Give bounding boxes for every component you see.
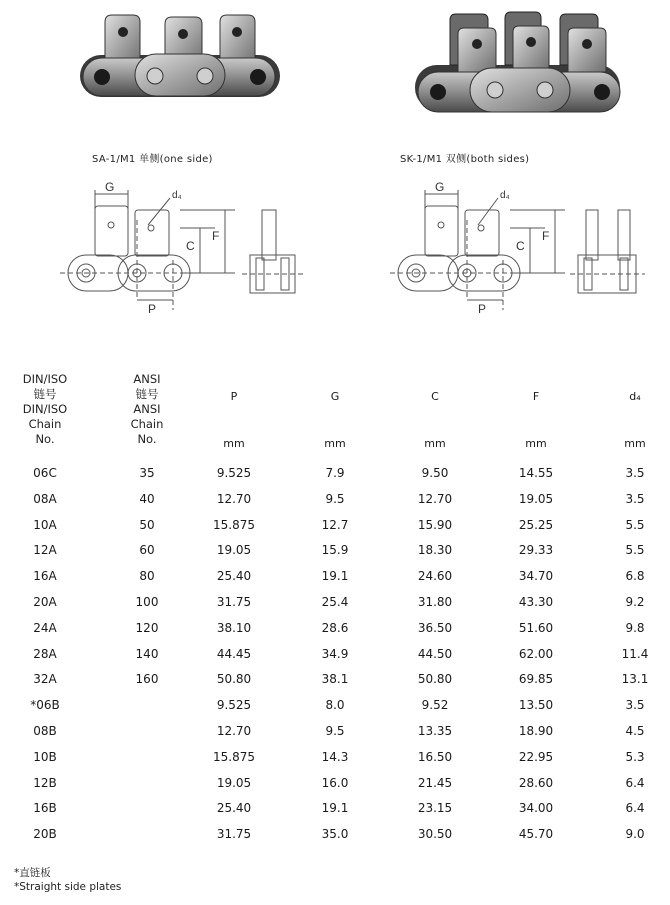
cell-P: 31.75 [216, 595, 252, 609]
cell-din-iso-chain-no: *06B [30, 698, 60, 713]
cell-G: 8.0 [325, 698, 345, 713]
column-header-P: P [230, 390, 238, 403]
cell-din-iso-chain-no: 12B [33, 775, 57, 790]
cell-C: 18.30 [417, 543, 453, 558]
cell-C: 9.50 [421, 466, 449, 480]
header-din-iso [10, 372, 80, 447]
cell-C: 13.35 [417, 724, 453, 738]
cell-G: 25.4 [321, 595, 349, 609]
cell-din-iso-chain-no: 28A [33, 646, 57, 661]
cell-din-iso-chain-no: 16B [33, 801, 57, 816]
cell-G: 14.3 [321, 749, 349, 764]
label-P-both: P [478, 302, 487, 316]
cell-F: 43.30 [518, 595, 554, 609]
cell-d4: 5.5 [625, 543, 645, 558]
cell-C: 16.50 [417, 749, 453, 764]
cell-F: 19.05 [518, 491, 554, 506]
cell-F: 22.95 [518, 749, 554, 764]
cell-din-iso-chain-no: 06C [33, 466, 57, 480]
cell-ansi-chain-no: 100 [135, 595, 159, 609]
cell-din-iso-chain-no: 20A [33, 595, 57, 609]
cell-G: 7.9 [325, 466, 345, 480]
cell-ansi-chain-no: 140 [135, 646, 159, 661]
cell-P: 44.45 [216, 646, 252, 661]
cell-F: 28.60 [518, 775, 554, 790]
cell-C: 12.70 [417, 491, 453, 506]
label-G-both: G [435, 180, 445, 194]
cell-F: 51.60 [518, 620, 554, 635]
footnote-en: *Straight side plates [14, 881, 122, 893]
cell-G: 9.5 [325, 491, 345, 506]
cell-din-iso-chain-no: 20B [33, 827, 57, 842]
cell-G: 35.0 [321, 827, 349, 842]
cell-din-iso-chain-no: 10A [33, 517, 57, 532]
cell-C: 36.50 [417, 620, 453, 635]
cell-ansi-chain-no: 80 [139, 569, 155, 584]
footnote-cn: *直链板 [14, 867, 51, 879]
header-line: DIN/ISO [22, 372, 68, 386]
cell-G: 34.9 [321, 646, 349, 661]
cell-ansi-chain-no: 120 [135, 620, 159, 635]
cell-F: 29.33 [518, 543, 554, 558]
cell-ansi-chain-no: 35 [139, 466, 155, 480]
label-C-both: C [516, 239, 525, 253]
cell-G: 38.1 [321, 672, 349, 687]
cell-F: 25.25 [518, 517, 554, 532]
cell-F: 45.70 [518, 827, 554, 842]
cell-F: 14.55 [518, 466, 554, 480]
cell-C: 31.80 [417, 595, 453, 609]
cell-F: 62.00 [518, 646, 554, 661]
cell-ansi-chain-no: 60 [139, 543, 155, 558]
cell-P: 12.70 [216, 491, 252, 506]
cell-din-iso-chain-no: 12A [33, 543, 57, 558]
unit-d4: mm [624, 437, 646, 450]
cell-d4: 6.8 [625, 569, 645, 584]
cell-P: 9.525 [216, 466, 252, 480]
label-P: P [148, 302, 157, 316]
cell-P: 15.875 [213, 749, 255, 764]
cell-F: 18.90 [518, 724, 554, 738]
chain-photo-both-sides [410, 10, 625, 124]
unit-G: mm [324, 437, 346, 450]
cell-G: 28.6 [321, 620, 349, 635]
label-d4-both: d₄ [500, 190, 510, 201]
cell-P: 31.75 [216, 827, 252, 842]
cell-C: 44.50 [417, 646, 453, 661]
cell-P: 25.40 [216, 569, 252, 584]
cell-d4: 6.4 [625, 801, 645, 816]
header-ansi [112, 372, 182, 447]
cell-C: 9.52 [421, 698, 449, 713]
cell-din-iso-chain-no: 10B [33, 749, 57, 764]
cell-ansi-chain-no: 40 [139, 491, 155, 506]
header-line: Chain [28, 417, 62, 431]
cell-C: 21.45 [417, 775, 453, 790]
cell-P: 12.70 [216, 724, 252, 738]
cell-d4: 13.1 [621, 672, 649, 687]
column-header-F: F [532, 390, 540, 403]
cell-F: 13.50 [518, 698, 554, 713]
label-C: C [186, 239, 195, 253]
cell-G: 15.9 [321, 543, 349, 558]
diagram-both-sides [390, 180, 650, 325]
column-header-C: C [431, 390, 439, 403]
cell-P: 19.05 [216, 775, 252, 790]
chain-photo-one-side [75, 10, 285, 114]
header-line: ANSI [133, 402, 161, 416]
header-line: 链号 [33, 387, 57, 401]
header-line: 链号 [135, 387, 159, 401]
caption-one-side: SA-1/M1 单侧(one side) [92, 154, 213, 165]
cell-d4: 4.5 [625, 724, 645, 738]
column-header-d4: d₄ [629, 390, 641, 403]
cell-C: 50.80 [417, 672, 453, 687]
cell-P: 19.05 [216, 543, 252, 558]
caption-both-sides: SK-1/M1 双侧(both sides) [400, 154, 530, 165]
header-line: Chain [130, 417, 164, 431]
cell-C: 30.50 [417, 827, 453, 842]
cell-din-iso-chain-no: 08B [33, 724, 57, 738]
cell-ansi-chain-no: 160 [135, 672, 159, 687]
column-header-G: G [330, 390, 340, 403]
unit-P: mm [223, 437, 245, 450]
cell-d4: 6.4 [625, 775, 645, 790]
label-F-both: F [542, 229, 550, 243]
label-d4: d₄ [172, 190, 182, 201]
cell-G: 9.5 [325, 724, 345, 738]
footnotes [14, 866, 121, 894]
unit-C: mm [424, 437, 446, 450]
cell-din-iso-chain-no: 24A [33, 620, 57, 635]
cell-d4: 11.4 [621, 646, 649, 661]
cell-din-iso-chain-no: 08A [33, 491, 57, 506]
header-line: DIN/ISO [22, 402, 68, 416]
cell-G: 19.1 [321, 569, 349, 584]
cell-P: 15.875 [213, 517, 255, 532]
cell-P: 9.525 [216, 698, 252, 713]
unit-F: mm [525, 437, 547, 450]
cell-F: 69.85 [518, 672, 554, 687]
cell-C: 23.15 [417, 801, 453, 816]
cell-d4: 9.8 [625, 620, 645, 635]
cell-P: 25.40 [216, 801, 252, 816]
cell-d4: 9.0 [625, 827, 645, 842]
cell-d4: 5.3 [625, 749, 645, 764]
header-line: No. [137, 432, 157, 446]
header-line: ANSI [133, 372, 161, 386]
cell-din-iso-chain-no: 32A [33, 672, 57, 687]
cell-C: 15.90 [417, 517, 453, 532]
cell-G: 19.1 [321, 801, 349, 816]
cell-d4: 3.5 [625, 491, 645, 506]
cell-d4: 9.2 [625, 595, 645, 609]
label-G: G [105, 180, 115, 194]
label-F: F [212, 229, 220, 243]
cell-ansi-chain-no: 50 [139, 517, 155, 532]
header-line: No. [35, 432, 55, 446]
cell-F: 34.00 [518, 801, 554, 816]
cell-P: 50.80 [216, 672, 252, 687]
cell-din-iso-chain-no: 16A [33, 569, 57, 584]
cell-d4: 3.5 [625, 698, 645, 713]
cell-d4: 3.5 [625, 466, 645, 480]
cell-F: 34.70 [518, 569, 554, 584]
cell-G: 16.0 [321, 775, 349, 790]
diagram-one-side [60, 180, 320, 325]
cell-d4: 5.5 [625, 517, 645, 532]
cell-P: 38.10 [216, 620, 252, 635]
cell-G: 12.7 [321, 517, 349, 532]
cell-C: 24.60 [417, 569, 453, 584]
